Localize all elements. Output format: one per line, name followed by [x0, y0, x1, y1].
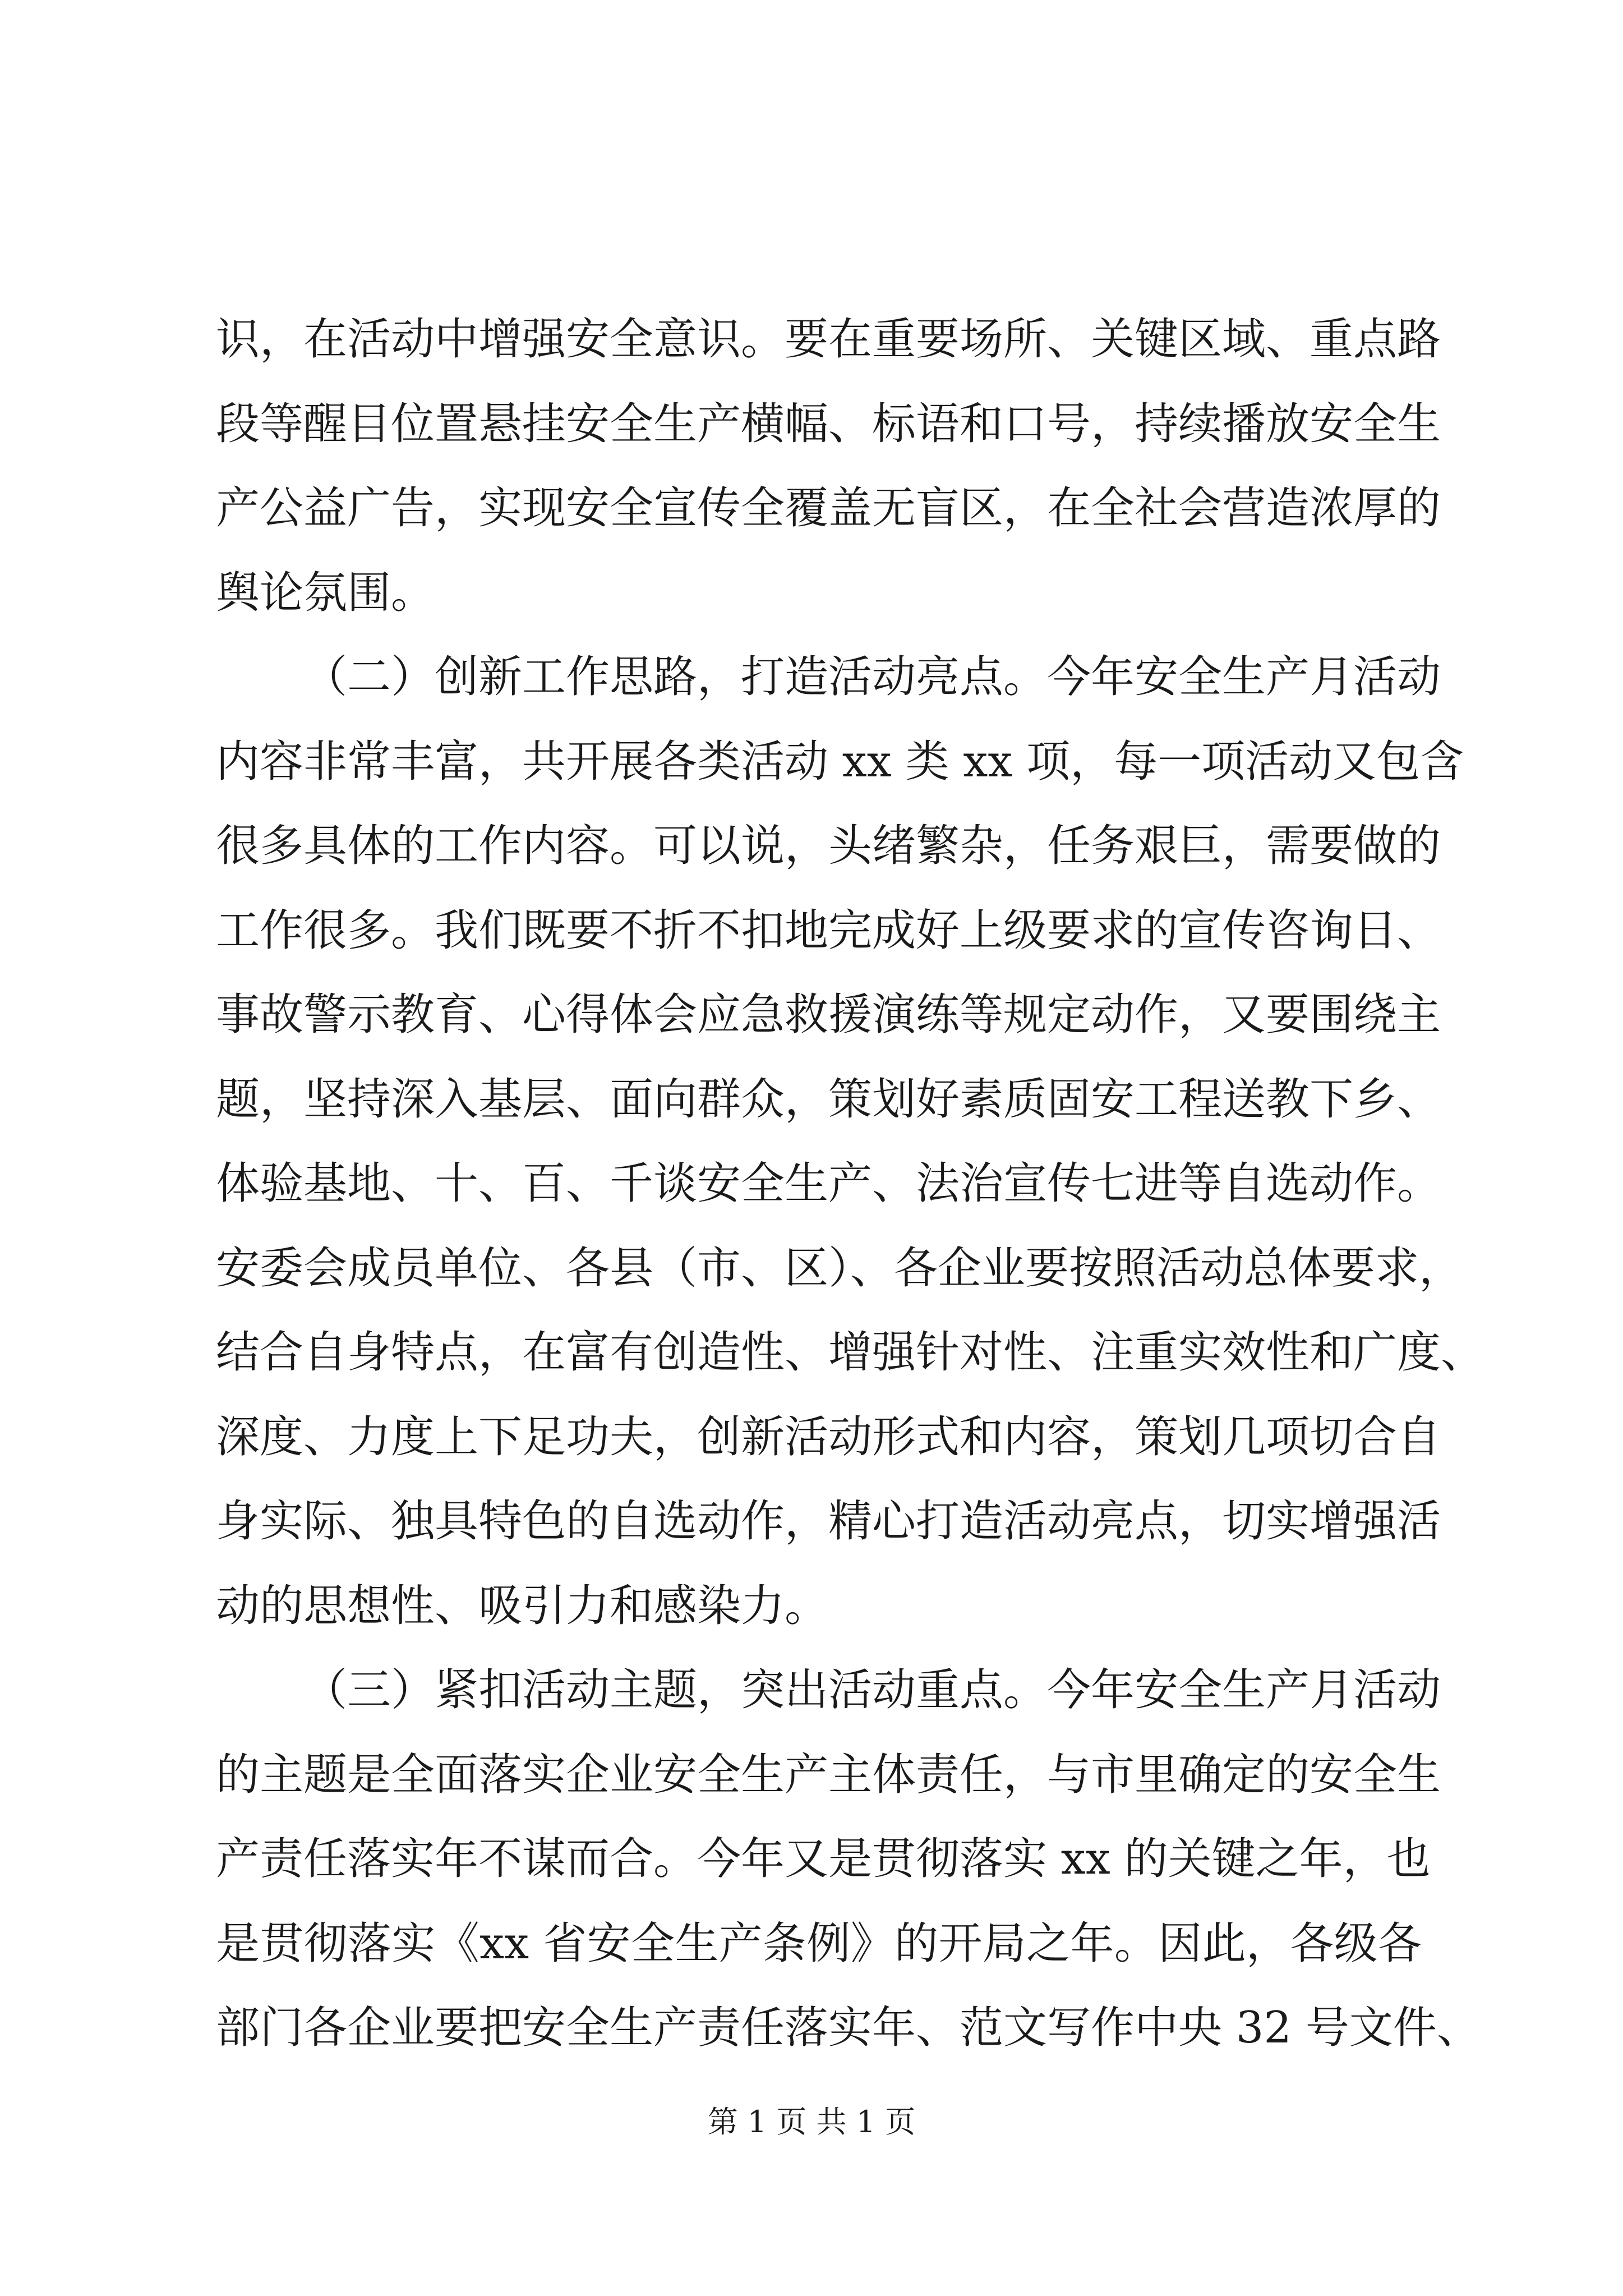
text-line: 动的思想性、吸引力和感染力。	[216, 1580, 829, 1631]
text-line: 的主题是全面落实企业安全生产主体责任，与市里确定的安全生	[216, 1749, 1441, 1800]
text-line: 事故警示教育、心得体会应急救援演练等规定动作，又要围绕主	[216, 990, 1441, 1040]
page-footer: 第 1 页 共 1 页	[707, 2104, 916, 2139]
text-line: 识，在活动中增强安全意识。要在重要场所、关键区域、重点路	[216, 314, 1441, 365]
text-line: 段等醒目位置悬挂安全生产横幅、标语和口号，持续播放安全生	[216, 398, 1441, 449]
text-line: 产责任落实年不谋而合。今年又是贯彻落实 xx 的关键之年，也	[216, 1834, 1431, 1884]
text-line: 是贯彻落实《xx 省安全生产条例》的开局之年。因此，各级各	[216, 1918, 1422, 1969]
text-line: 题，坚持深入基层、面向群众，策划好素质固安工程送教下乡、	[216, 1074, 1441, 1125]
text-line: 很多具体的工作内容。可以说，头绪繁杂，任务艰巨，需要做的	[216, 821, 1441, 871]
text-line: 舆论氛围。	[216, 567, 435, 618]
text-line: 部门各企业要把安全生产责任落实年、范文写作中央 32 号文件、	[216, 2003, 1481, 2053]
text-line: 工作很多。我们既要不折不扣地完成好上级要求的宣传咨询日、	[216, 905, 1441, 956]
text-line: 结合自身特点，在富有创造性、增强针对性、注重实效性和广度、	[216, 1327, 1485, 1378]
text-line: 身实际、独具特色的自选动作，精心打造活动亮点，切实增强活	[216, 1496, 1441, 1547]
document-body	[216, 297, 1485, 2070]
text-line: 安委会成员单位、各县（市、区）、各企业要按照活动总体要求，	[216, 1243, 1463, 1294]
text-line: 深度、力度上下足功夫，创新活动形式和内容，策划几项切合自	[216, 1411, 1441, 1462]
text-line: 内容非常丰富，共开展各类活动 xx 类 xx 项，每一项活动又包含	[216, 736, 1464, 787]
paragraph-heading-line: （二）创新工作思路，打造活动亮点。今年安全生产月活动	[303, 652, 1441, 702]
text-line: 体验基地、十、百、千谈安全生产、法治宣传七进等自选动作。	[216, 1158, 1441, 1209]
text-line: 产公益广告，实现安全宣传全覆盖无盲区，在全社会营造浓厚的	[216, 483, 1441, 533]
paragraph-heading-line: （三）紧扣活动主题，突出活动重点。今年安全生产月活动	[303, 1665, 1441, 1715]
